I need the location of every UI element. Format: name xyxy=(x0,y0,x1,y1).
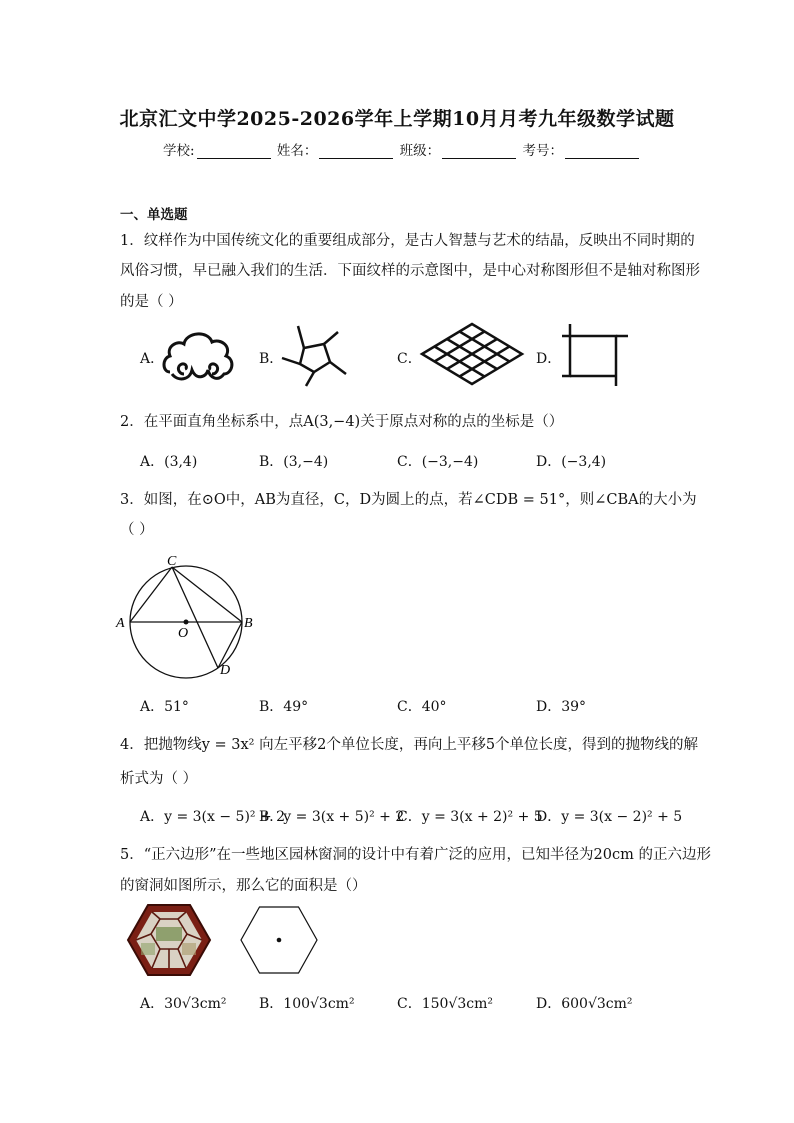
school-blank[interactable] xyxy=(197,158,271,159)
q4-option-c: C．y = 3(x + 2)² + 5 xyxy=(397,809,543,825)
question-1-line-1: 1．纹样作为中国传统文化的重要组成部分，是古人智慧与艺术的结晶，反映出不同时期的 xyxy=(120,233,695,249)
center-point xyxy=(184,620,189,625)
label-b: B xyxy=(244,616,253,631)
q2-option-b: B．(3,−4) xyxy=(259,454,329,470)
class-blank[interactable] xyxy=(442,158,516,159)
hexagon-diagram xyxy=(240,906,318,974)
label-a: A xyxy=(116,616,125,631)
q1-option-d-label: D． xyxy=(536,351,562,367)
q4-option-b: B．y = 3(x + 5)² + 2 xyxy=(259,809,405,825)
pinwheel-pattern-icon xyxy=(280,322,350,388)
q2-option-d: D．(−3,4) xyxy=(536,454,607,470)
question-2-line-1: 2．在平面直角坐标系中，点A(3,−4)关于原点对称的点的坐标是（） xyxy=(120,414,564,430)
student-info-line xyxy=(163,139,641,159)
q5-option-d: D．600√3cm² xyxy=(536,996,633,1012)
q3-option-b: B．49° xyxy=(259,699,309,715)
q3-option-a: A．51° xyxy=(140,699,189,715)
q5-option-a: A．30√3cm² xyxy=(140,996,227,1012)
hexagon-center-point xyxy=(277,938,282,943)
q1-option-a-label: A． xyxy=(140,351,165,367)
q3-option-c: C．40° xyxy=(397,699,447,715)
question-5-line-1: 5．“正六边形”在一些地区园林窗洞的设计中有着广泛的应用，已知半径为20cm 的正六边形 xyxy=(120,847,711,863)
label-o: O xyxy=(178,626,189,641)
name-label: 姓名： xyxy=(276,143,318,159)
school-label: 学校: xyxy=(163,143,195,159)
page-title: 北京汇文中学2025-2026学年上学期10月月考九年级数学试题 xyxy=(119,108,675,130)
question-3-line-1: 3．如图，在⊙O中，AB为直径，C，D为圆上的点，若∠CDB = 51°，则∠CBA的大小为 xyxy=(120,492,697,508)
question-5-line-2: 的窗洞如图所示，那么它的面积是（） xyxy=(120,878,367,894)
section-title: 一、单选题 xyxy=(120,207,188,223)
class-label: 班级： xyxy=(399,143,441,159)
q5-option-b: B．100√3cm² xyxy=(259,996,355,1012)
q2-option-a: A．(3,4) xyxy=(140,454,198,470)
q1-option-c-label: C． xyxy=(397,351,422,367)
question-1-line-2: 风俗习惯，早已融入我们的生活．下面纹样的示意图中，是中心对称图形但不是轴对称图形 xyxy=(120,263,700,279)
q1-option-b-label: B． xyxy=(259,351,284,367)
question-1-line-3: 的是（ ） xyxy=(120,294,183,310)
exam-number-label: 考号： xyxy=(522,143,563,159)
label-d: D xyxy=(220,663,231,678)
exam-number-blank[interactable] xyxy=(565,158,639,159)
question-4-line-2: 析式为（ ） xyxy=(120,771,198,787)
label-c: C xyxy=(167,554,177,569)
knot-pattern-icon xyxy=(420,322,524,386)
name-blank[interactable] xyxy=(319,158,393,159)
square-pattern-icon xyxy=(560,322,630,388)
question-3-line-2: （ ） xyxy=(120,522,154,538)
q4-option-a: A．y = 3(x − 5)² + 2 xyxy=(140,809,286,825)
q4-option-d: D．y = 3(x − 2)² + 5 xyxy=(536,809,683,825)
cloud-pattern-icon xyxy=(160,322,236,386)
question-4-line-1: 4．把抛物线y = 3x² 向左平移2个单位长度，再向上平移5个单位长度，得到的抛物线的解 xyxy=(120,737,699,753)
q3-option-d: D．39° xyxy=(536,699,587,715)
q5-option-c: C．150√3cm² xyxy=(397,996,493,1012)
q2-option-c: C．(−3,−4) xyxy=(397,454,479,470)
hexagon-window-photo xyxy=(126,903,212,977)
circle-geometry-figure xyxy=(116,550,266,680)
